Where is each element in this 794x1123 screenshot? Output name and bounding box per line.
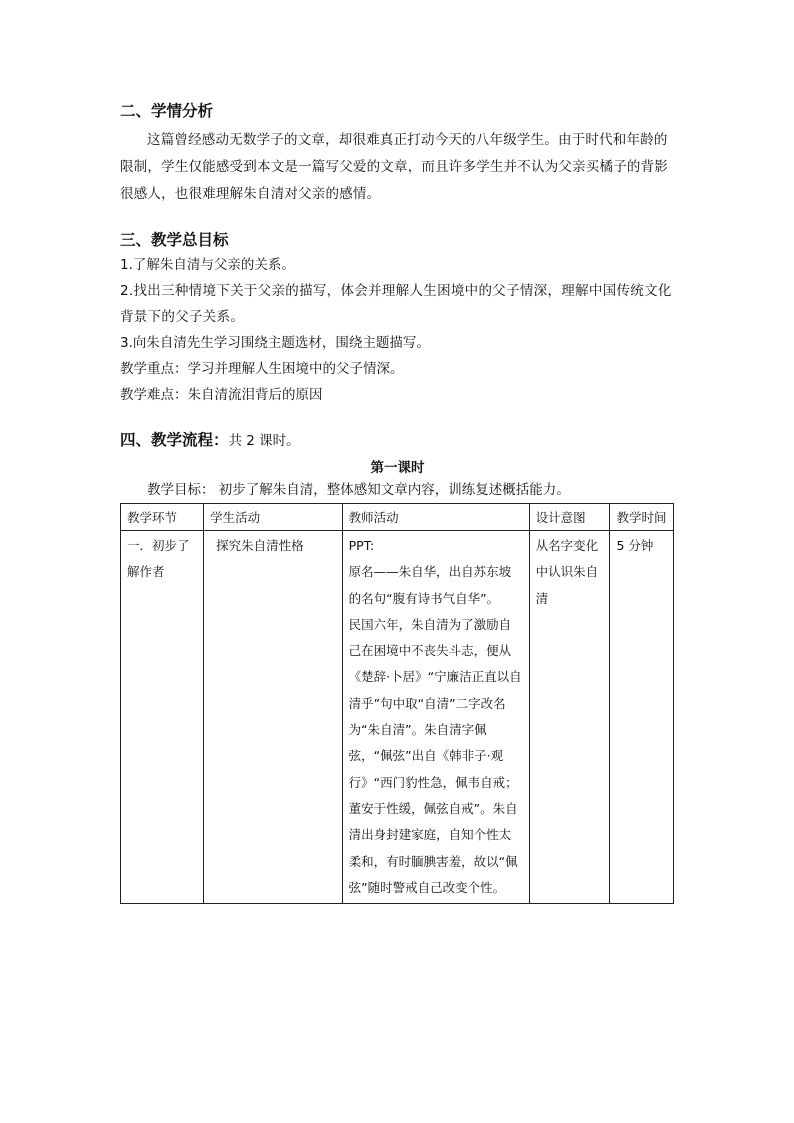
cell-stage: 一．初步了解作者	[121, 531, 204, 904]
lesson-plan-table	[120, 503, 674, 904]
goal-item-1: 1.了解朱自清与父亲的关系。	[120, 257, 295, 273]
table-row	[121, 531, 674, 904]
document-content	[120, 100, 675, 904]
header-cell-time: 教学时间	[610, 504, 674, 531]
cell-time: 5 分钟	[610, 531, 674, 904]
cell-teacher-activity	[342, 531, 529, 904]
goal-item-3: 3.向朱自清先生学习围绕主题选材，围绕主题描写。	[120, 335, 430, 351]
teacher-activity-ppt-label: PPT:	[348, 538, 375, 553]
section-heading-learner-analysis: 二、学情分析	[120, 102, 214, 120]
header-cell-stage: 教学环节	[121, 504, 204, 531]
teacher-activity-original-name: 原名——朱自华，出自苏东坡的名句“腹有诗书气自华”。	[348, 564, 512, 606]
lesson-one-goal: 教学目标： 初步了解朱自清，整体感知文章内容，训练复述概括能力。	[147, 482, 570, 498]
section-heading-teaching-goals: 三、教学总目标	[120, 231, 229, 249]
lesson-one-title: 第一课时	[370, 460, 425, 476]
goal-item-2: 2.找出三种情境下关于父亲的描写，体会并理解人生困境中的父子情深，理解中国传统文化背景下的父子关系。	[120, 283, 672, 325]
teaching-key-point: 教学重点：学习并理解人生困境中的父子情深。	[120, 361, 404, 377]
learner-analysis-paragraph: 这篇曾经感动无数学子的文章，却很难真正打动今天的八年级学生。由于时代和年龄的限制，学生仅能感受到本文是一篇写父爱的文章，而且许多学生并不认为父亲买橘子的背影很感人，也很难理解朱自清对父亲的感情。	[120, 132, 668, 202]
section-heading-teaching-process	[120, 428, 675, 453]
header-cell-teacher-activity: 教师活动	[342, 504, 529, 531]
header-cell-student-activity: 学生活动	[204, 504, 343, 531]
teaching-process-title: 四、教学流程：	[120, 431, 229, 449]
cell-design-intent: 从名字变化中认识朱自清	[529, 531, 610, 904]
teaching-difficult-point: 教学难点：朱自清流泪背后的原因	[120, 387, 323, 403]
teaching-process-periods: 共 2 课时。	[228, 433, 300, 449]
header-cell-design-intent: 设计意图	[529, 504, 610, 531]
cell-student-activity: 探究朱自清性格	[204, 531, 343, 904]
teacher-activity-name-change: 民国六年，朱自清为了激励自己在困境中不丧失斗志，便从《楚辞·卜居》“宁廉洁正直以自清乎”句中取“自清”二字改名为“朱自清”。朱自清字佩弦，“佩弦”出自《韩非子·观行》“西门豹性急，佩韦自戒；董安于性缓，佩弦自戒”。朱自清出身封建家庭，自知个性太柔和，有时腼腆害羞，故以“佩弦”随时警戒自己改变个性。	[348, 616, 522, 895]
table-header-row	[121, 504, 674, 531]
